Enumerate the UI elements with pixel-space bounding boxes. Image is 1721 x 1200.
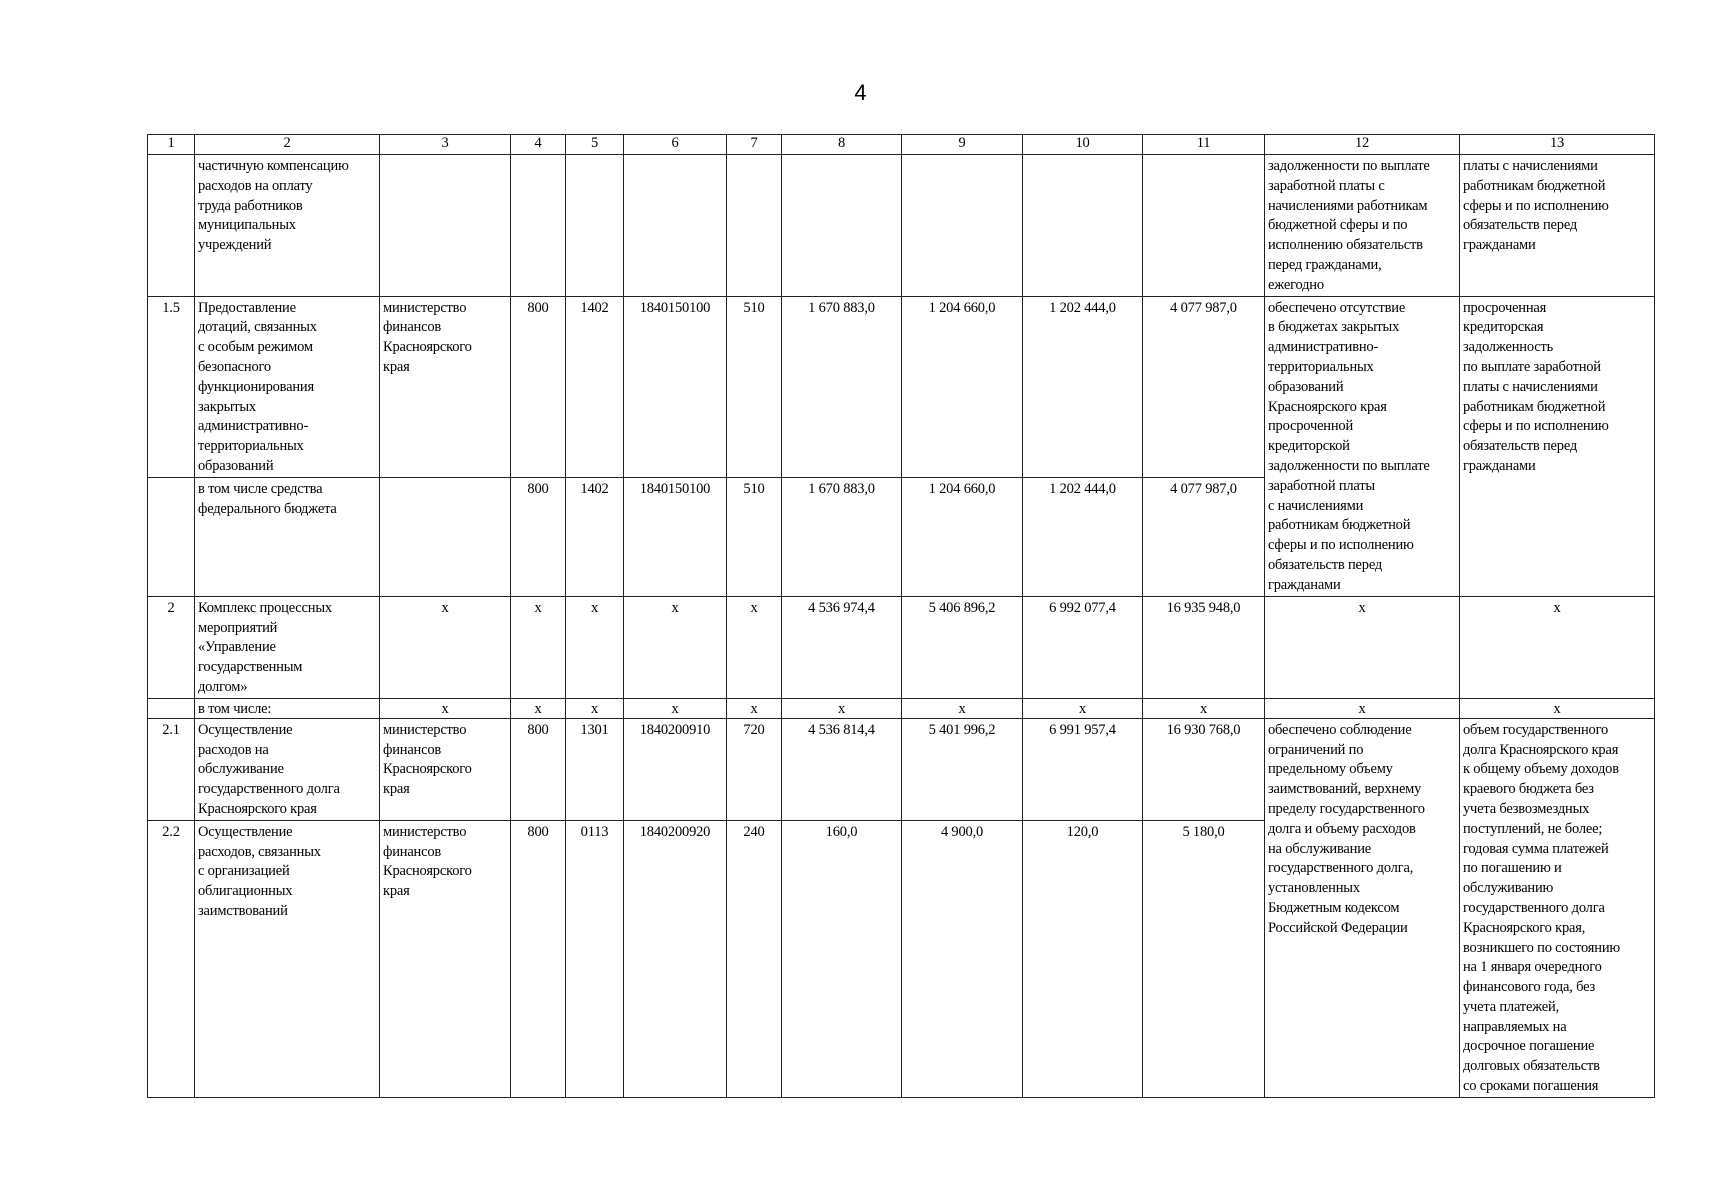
row-number: 2.2 [148,820,195,1097]
executor-cell: х [380,698,511,718]
amount-year1-cell: х [782,698,902,718]
description-cell: Осуществление расходов, связанных с организацией облигационных заимствований [195,820,380,1097]
expense-type-cell: 240 [727,820,782,1097]
result-cell: х [1265,698,1460,718]
target-article-cell: 1840150100 [624,477,727,596]
amount-year2-cell: 1 204 660,0 [902,477,1023,596]
header-cell: 10 [1023,135,1143,155]
description-cell: в том числе средства федерального бюджета [195,477,380,596]
amount-year2-cell: 4 900,0 [902,820,1023,1097]
header-cell: 2 [195,135,380,155]
amount-year1-cell: 4 536 814,4 [782,718,902,820]
grbs-cell: 800 [511,820,566,1097]
table-row [148,296,1655,477]
executor-cell: х [380,596,511,698]
target-article-cell: 1840150100 [624,296,727,477]
result-cell: обеспечено соблюдение ограничений по предельному объему заимствований, верхнему пределу государственного долга и объему расходов на обслуживание государственного долга, установленных Бюджетным кодексом Российской Федерации [1265,718,1460,1097]
table-row [148,155,1655,297]
indicator-cell: объем государственного долга Красноярского края к общему объему доходов краевого бюджета без учета безвозмездных поступлений, не более; годовая сумма платежей по погашению и обслуживанию государственного долга Красноярского края, возникшего по состоянию на 1 января очередного финансового года, без учета платежей, направляемых на досрочное погашение долговых обязательств со сроками погашения [1460,718,1655,1097]
section-cell: 1402 [566,477,624,596]
description-cell: Осуществление расходов на обслуживание государственного долга Красноярского края [195,718,380,820]
indicator-cell: просроченная кредиторская задолженность по выплате заработной платы с начислениями работникам бюджетной сферы и по исполнению обязательств перед гражданами [1460,296,1655,596]
target-article-cell: 1840200910 [624,718,727,820]
header-cell: 11 [1143,135,1265,155]
amount-year1-cell: 160,0 [782,820,902,1097]
amount-year3-cell: 6 991 957,4 [1023,718,1143,820]
executor-cell: министерство финансов Красноярского края [380,296,511,477]
grbs-cell: 800 [511,477,566,596]
section-cell: 1301 [566,718,624,820]
amount-year3-cell: 120,0 [1023,820,1143,1097]
result-cell: обеспечено отсутствие в бюджетах закрытых административно- территориальных образований Красноярского края просроченной кредиторской задолженности по выплате заработной платы с начислениями работникам бюджетной сферы и по исполнению обязательств перед гражданами [1265,296,1460,596]
section-cell: 1402 [566,296,624,477]
table-row [148,596,1655,698]
amount-year2-cell: 5 401 996,2 [902,718,1023,820]
amount-total-cell: 5 180,0 [1143,820,1265,1097]
expense-type-cell: х [727,698,782,718]
description-cell: в том числе: [195,698,380,718]
row-number: 2 [148,596,195,698]
table-row [148,718,1655,820]
amount-total-cell: 16 930 768,0 [1143,718,1265,820]
amount-year2-cell: 5 406 896,2 [902,596,1023,698]
amount-year3-cell: 6 992 077,4 [1023,596,1143,698]
indicator-cell: платы с начислениями работникам бюджетной сферы и по исполнению обязательств перед гражданами [1460,155,1655,297]
table-row [148,698,1655,718]
indicator-cell: х [1460,596,1655,698]
amount-year3-cell: 1 202 444,0 [1023,296,1143,477]
expense-type-cell: 510 [727,477,782,596]
header-cell: 12 [1265,135,1460,155]
page-number: 4 [854,80,867,105]
amount-year3-cell: х [1023,698,1143,718]
amount-year1-cell: 1 670 883,0 [782,296,902,477]
header-row [148,135,1655,155]
expense-type-cell: х [727,596,782,698]
header-cell: 9 [902,135,1023,155]
header-cell: 3 [380,135,511,155]
target-article-cell: х [624,698,727,718]
amount-year3-cell: 1 202 444,0 [1023,477,1143,596]
section-cell: 0113 [566,820,624,1097]
amount-total-cell: 4 077 987,0 [1143,477,1265,596]
amount-year2-cell: х [902,698,1023,718]
amount-year1-cell: 4 536 974,4 [782,596,902,698]
result-cell: задолженности по выплате заработной платы с начислениями работникам бюджетной сферы и по исполнению обязательств перед гражданами, ежегодно [1265,155,1460,297]
header-cell: 7 [727,135,782,155]
grbs-cell: х [511,596,566,698]
result-cell: х [1265,596,1460,698]
executor-cell: министерство финансов Красноярского края [380,718,511,820]
grbs-cell: 800 [511,718,566,820]
expense-type-cell: 720 [727,718,782,820]
grbs-cell: 800 [511,296,566,477]
amount-year1-cell: 1 670 883,0 [782,477,902,596]
description-cell: Предоставление дотаций, связанных с особым режимом безопасного функционирования закрытых административно- территориальных образований [195,296,380,477]
amount-total-cell: 4 077 987,0 [1143,296,1265,477]
amount-total-cell: х [1143,698,1265,718]
header-cell: 8 [782,135,902,155]
target-article-cell: х [624,596,727,698]
header-cell: 1 [148,135,195,155]
amount-year2-cell: 1 204 660,0 [902,296,1023,477]
description-cell: частичную компенсацию расходов на оплату труда работников муниципальных учреждений [195,155,380,297]
section-cell: х [566,698,624,718]
header-cell: 4 [511,135,566,155]
header-cell: 5 [566,135,624,155]
program-table [147,134,1655,1098]
row-number: 2.1 [148,718,195,820]
indicator-cell: х [1460,698,1655,718]
section-cell: х [566,596,624,698]
amount-total-cell: 16 935 948,0 [1143,596,1265,698]
description-cell: Комплекс процессных мероприятий «Управление государственным долгом» [195,596,380,698]
header-cell: 6 [624,135,727,155]
executor-cell: министерство финансов Красноярского края [380,820,511,1097]
expense-type-cell: 510 [727,296,782,477]
target-article-cell: 1840200920 [624,820,727,1097]
header-cell: 13 [1460,135,1655,155]
grbs-cell: х [511,698,566,718]
row-number: 1.5 [148,296,195,477]
